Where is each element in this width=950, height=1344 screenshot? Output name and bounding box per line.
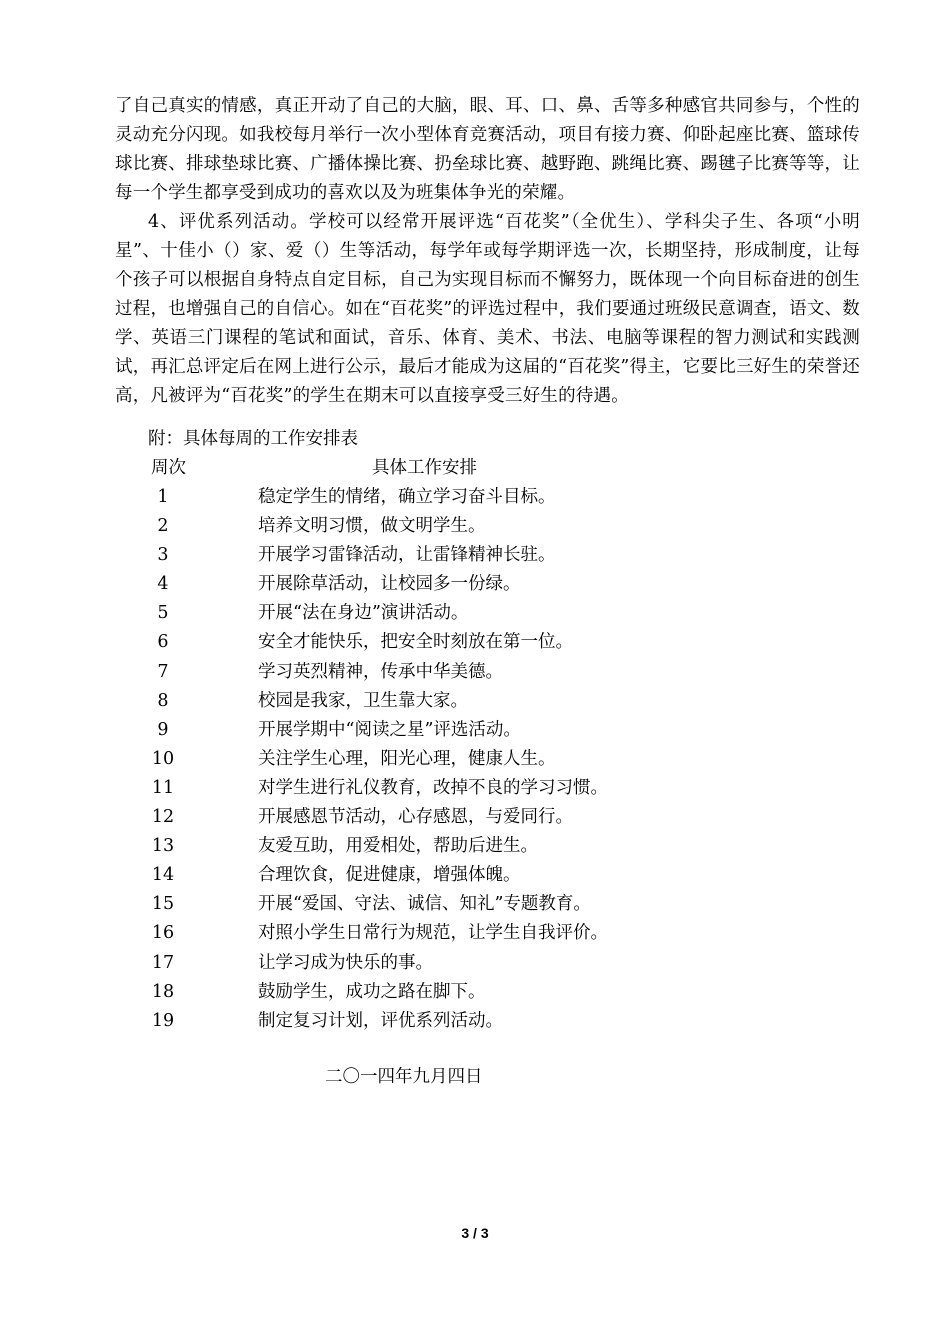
paragraph-award-activities: 4、评优系列活动。学校可以经常开展评选“百花奖”（全优生）、学科尖子生、各项“小明星”、十佳小（）家、爱（）生等活动，每学年或每学期评选一次，长期坚持，形成制度，让每个孩子可以根据自身特点自定目标，自己为实现目标而不懈努力，既体现一个向目标奋进的创生过程，也增强自己的自信心。如在“百花奖”的评选过程中，我们要通过班级民意调查，语文、数学、英语三门课程的笔试和面试，音乐、体育、美术、书法、电脑等课程的智力测试和实践测试，再汇总评定后在网上进行公示，最后才能成为这届的“百花奖”得主，它要比三好生的荣誉还高，凡被评为“百花奖”的学生在期末可以直接享受三好生的待遇。: [115, 212, 860, 406]
schedule-row: [148, 658, 748, 687]
week-task: 培养文明习惯，做文明学生。: [258, 516, 486, 537]
week-number: 13: [151, 836, 175, 857]
schedule-row: [148, 570, 748, 599]
week-number: 10: [151, 748, 175, 769]
week-task: 开展学习雷锋活动，让雷锋精神长驻。: [258, 545, 556, 566]
header-week: 周次: [151, 458, 186, 478]
appendix-title: 附：具体每周的工作安排表: [148, 429, 358, 449]
week-number: 16: [151, 923, 175, 944]
week-number: 11: [151, 777, 175, 798]
week-task: 对照小学生日常行为规范，让学生自我评价。: [258, 923, 608, 944]
schedule-row: [148, 803, 748, 832]
week-task: 开展学期中“阅读之星”评选活动。: [258, 719, 521, 740]
week-number: 17: [151, 952, 175, 973]
week-number: 18: [151, 981, 175, 1002]
body-text: [115, 92, 860, 411]
schedule-row: [148, 919, 748, 948]
page-number: 3 / 3: [461, 1225, 489, 1241]
week-number: 14: [151, 865, 175, 886]
schedule-row: [148, 716, 748, 745]
week-number: 8: [157, 690, 169, 711]
schedule-row: [148, 1007, 748, 1036]
week-task: 让学习成为快乐的事。: [258, 952, 433, 973]
week-number: 15: [151, 894, 175, 915]
schedule-row: [148, 978, 748, 1007]
week-number: 12: [151, 807, 175, 828]
week-task: 开展“法在身边”演讲活动。: [258, 603, 469, 624]
week-number: 3: [157, 545, 169, 566]
week-task: 校园是我家，卫生靠大家。: [258, 690, 468, 711]
week-task: 学习英烈精神，传承中华美德。: [258, 661, 503, 682]
week-task: 稳定学生的情绪，确立学习奋斗目标。: [258, 487, 556, 507]
schedule-row: [148, 890, 748, 919]
week-number: 7: [157, 661, 169, 682]
schedule-row: [148, 861, 748, 890]
week-task: 安全才能快乐，把安全时刻放在第一位。: [258, 632, 573, 653]
week-number: 4: [157, 574, 169, 595]
schedule-row: [148, 832, 748, 861]
week-number: 6: [157, 632, 169, 653]
week-task: 友爱互助，用爱相处，帮助后进生。: [258, 836, 538, 857]
header-task: 具体工作安排: [372, 458, 477, 478]
schedule-row: [148, 512, 748, 541]
schedule-row: [148, 599, 748, 628]
schedule-row: [148, 774, 748, 803]
document-date: 二〇一四年九月四日: [325, 1067, 483, 1087]
week-task: 开展“爱国、守法、诚信、知礼”专题教育。: [258, 894, 591, 915]
schedule-row: [148, 687, 748, 716]
weekly-schedule-table: [148, 454, 748, 1036]
week-task: 开展感恩节活动，心存感恩，与爱同行。: [258, 807, 573, 828]
schedule-row: [148, 483, 748, 512]
week-task: 合理饮食，促进健康，增强体魄。: [258, 865, 521, 886]
week-task: 制定复习计划，评优系列活动。: [258, 1010, 503, 1031]
paragraph-continued: 了自己真实的情感，真正开动了自己的大脑，眼、耳、口、鼻、舌等多种感官共同参与，个性的灵动充分闪现。如我校每月举行一次小型体育竞赛活动，项目有接力赛、仰卧起座比赛、篮球传球比赛、排球垫球比赛、广播体操比赛、扔垒球比赛、越野跑、跳绳比赛、踢毽子比赛等等，让每一个学生都享受到成功的喜欢以及为班集体争光的荣耀。: [115, 96, 860, 203]
week-number: 5: [157, 603, 169, 624]
week-task: 鼓励学生，成功之路在脚下。: [258, 981, 486, 1002]
week-task: 开展除草活动，让校园多一份绿。: [258, 574, 521, 595]
week-number: 19: [151, 1010, 175, 1031]
schedule-rows: [148, 483, 748, 1036]
schedule-row: [148, 541, 748, 570]
schedule-row: [148, 949, 748, 978]
week-task: 对学生进行礼仪教育，改掉不良的学习习惯。: [258, 777, 608, 798]
week-number: 9: [157, 719, 169, 740]
week-number: 2: [157, 516, 169, 537]
schedule-row: [148, 745, 748, 774]
schedule-row: [148, 628, 748, 657]
week-number: 1: [157, 487, 169, 507]
week-task: 关注学生心理，阳光心理，健康人生。: [258, 748, 556, 769]
schedule-header-row: [148, 454, 748, 483]
